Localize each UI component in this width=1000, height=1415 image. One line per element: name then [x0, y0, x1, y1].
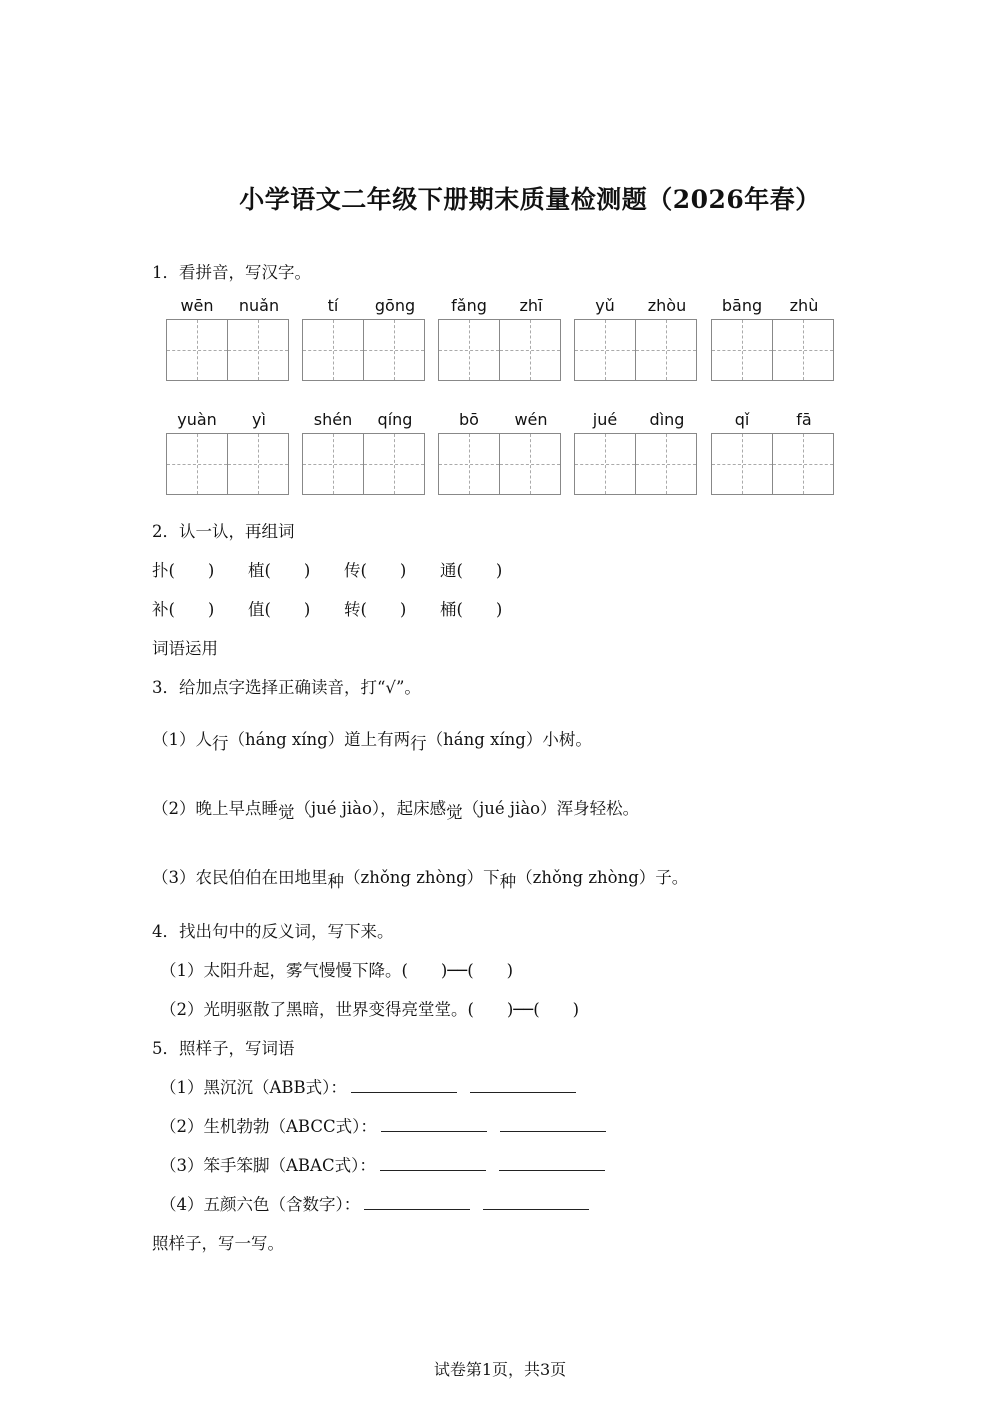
q3-sentence-1: [152, 726, 592, 753]
dotted-char: 行: [212, 734, 229, 753]
word-item: 补( ): [152, 600, 215, 619]
answer-blank[interactable]: [351, 1078, 457, 1093]
word-item: 传( ): [344, 561, 407, 580]
text: （2）生机勃勃（ABCC式）：: [160, 1117, 377, 1136]
text: （4）五颜六色（含数字）：: [160, 1195, 361, 1214]
pinyin: bō: [459, 410, 479, 429]
word-item: 转( ): [344, 600, 407, 619]
dotted-char: 种: [327, 872, 344, 891]
text: （jué jiào）浑身轻松。: [462, 799, 640, 818]
writing-box[interactable]: [574, 319, 698, 381]
pinyin: yuàn: [177, 410, 217, 429]
q1-heading: 1．看拼音，写汉字。: [152, 263, 311, 282]
dotted-char: 行: [410, 734, 427, 753]
page-title: 小学语文二年级下册期末质量检测题（2026年春）: [239, 185, 821, 214]
pinyin: wén: [514, 410, 548, 429]
section-label: 词语运用: [152, 639, 218, 658]
pinyin: yì: [252, 410, 266, 429]
end-label: 照样子，写一写。: [152, 1234, 284, 1253]
text: （háng xíng）道上有两: [228, 730, 411, 749]
q4-sentence-1: （1）太阳升起，雾气慢慢下降。( )──( ): [160, 961, 514, 980]
q2-heading: 2．认一认，再组词: [152, 522, 295, 541]
q2-row-2: [152, 596, 536, 620]
answer-blank[interactable]: [470, 1078, 576, 1093]
text: （2）晚上早点睡: [152, 799, 278, 818]
page-footer: 试卷第1页，共3页: [433, 1360, 567, 1379]
writing-box[interactable]: [302, 319, 426, 381]
writing-box[interactable]: [166, 319, 290, 381]
text: （jué jiào），起床感: [294, 799, 447, 818]
q4-heading: 4．找出句中的反义词，写下来。: [152, 922, 394, 941]
answer-blank[interactable]: [381, 1117, 487, 1132]
writing-box[interactable]: [711, 319, 835, 381]
word-item: 桶( ): [440, 600, 503, 619]
pinyin: yǔ: [595, 296, 615, 315]
q4-sentence-2: （2）光明驱散了黑暗，世界变得亮堂堂。( )──( ): [160, 1000, 580, 1019]
pinyin: wēn: [180, 296, 214, 315]
text: （1）人: [152, 730, 212, 749]
pinyin: bāng: [721, 296, 763, 315]
pinyin: fā: [796, 410, 812, 429]
text: （háng xíng）小树。: [426, 730, 592, 749]
dotted-char: 觉: [446, 803, 463, 822]
text: （1）黑沉沉（ABB式）：: [160, 1078, 347, 1097]
pinyin: qíng: [377, 410, 413, 429]
pinyin: shén: [313, 410, 353, 429]
writing-box[interactable]: [574, 433, 698, 495]
pinyin: zhòu: [647, 296, 687, 315]
q3-sentence-3: [152, 864, 689, 891]
dotted-char: 觉: [278, 803, 295, 822]
text: （3）笨手笨脚（ABAC式）：: [160, 1156, 376, 1175]
dotted-char: 种: [499, 872, 517, 891]
writing-box[interactable]: [302, 433, 426, 495]
pinyin: jué: [592, 410, 618, 429]
q3-heading: 3．给加点字选择正确读音，打“√”。: [152, 678, 421, 697]
answer-blank[interactable]: [380, 1156, 486, 1171]
word-item: 值( ): [248, 600, 311, 619]
pinyin: nuǎn: [238, 296, 280, 315]
writing-box[interactable]: [438, 319, 562, 381]
q3-sentence-2: [152, 795, 640, 822]
answer-blank[interactable]: [483, 1195, 589, 1210]
pinyin: dìng: [649, 410, 685, 429]
q2-row-1: [152, 557, 536, 581]
pinyin: gōng: [374, 296, 416, 315]
pinyin: zhù: [789, 296, 819, 315]
q5-item-2: [160, 1113, 615, 1137]
text: （zhǒng zhòng）下: [344, 868, 500, 887]
pinyin: tí: [327, 296, 339, 315]
answer-blank[interactable]: [364, 1195, 470, 1210]
word-item: 通( ): [440, 561, 503, 580]
q5-item-3: [160, 1152, 614, 1176]
pinyin: zhī: [519, 296, 543, 315]
answer-blank[interactable]: [499, 1156, 605, 1171]
text: （zhǒng zhòng）子。: [516, 868, 689, 887]
writing-box[interactable]: [711, 433, 835, 495]
word-item: 植( ): [248, 561, 311, 580]
writing-box[interactable]: [166, 433, 290, 495]
pinyin: qǐ: [734, 410, 750, 429]
q5-heading: 5．照样子，写词语: [152, 1039, 295, 1058]
writing-box[interactable]: [438, 433, 562, 495]
text: （3）农民伯伯在田地里: [152, 868, 328, 887]
answer-blank[interactable]: [500, 1117, 606, 1132]
pinyin: fǎng: [451, 296, 487, 315]
word-item: 扑( ): [152, 561, 215, 580]
q5-item-4: [160, 1191, 598, 1215]
q5-item-1: [160, 1074, 585, 1098]
